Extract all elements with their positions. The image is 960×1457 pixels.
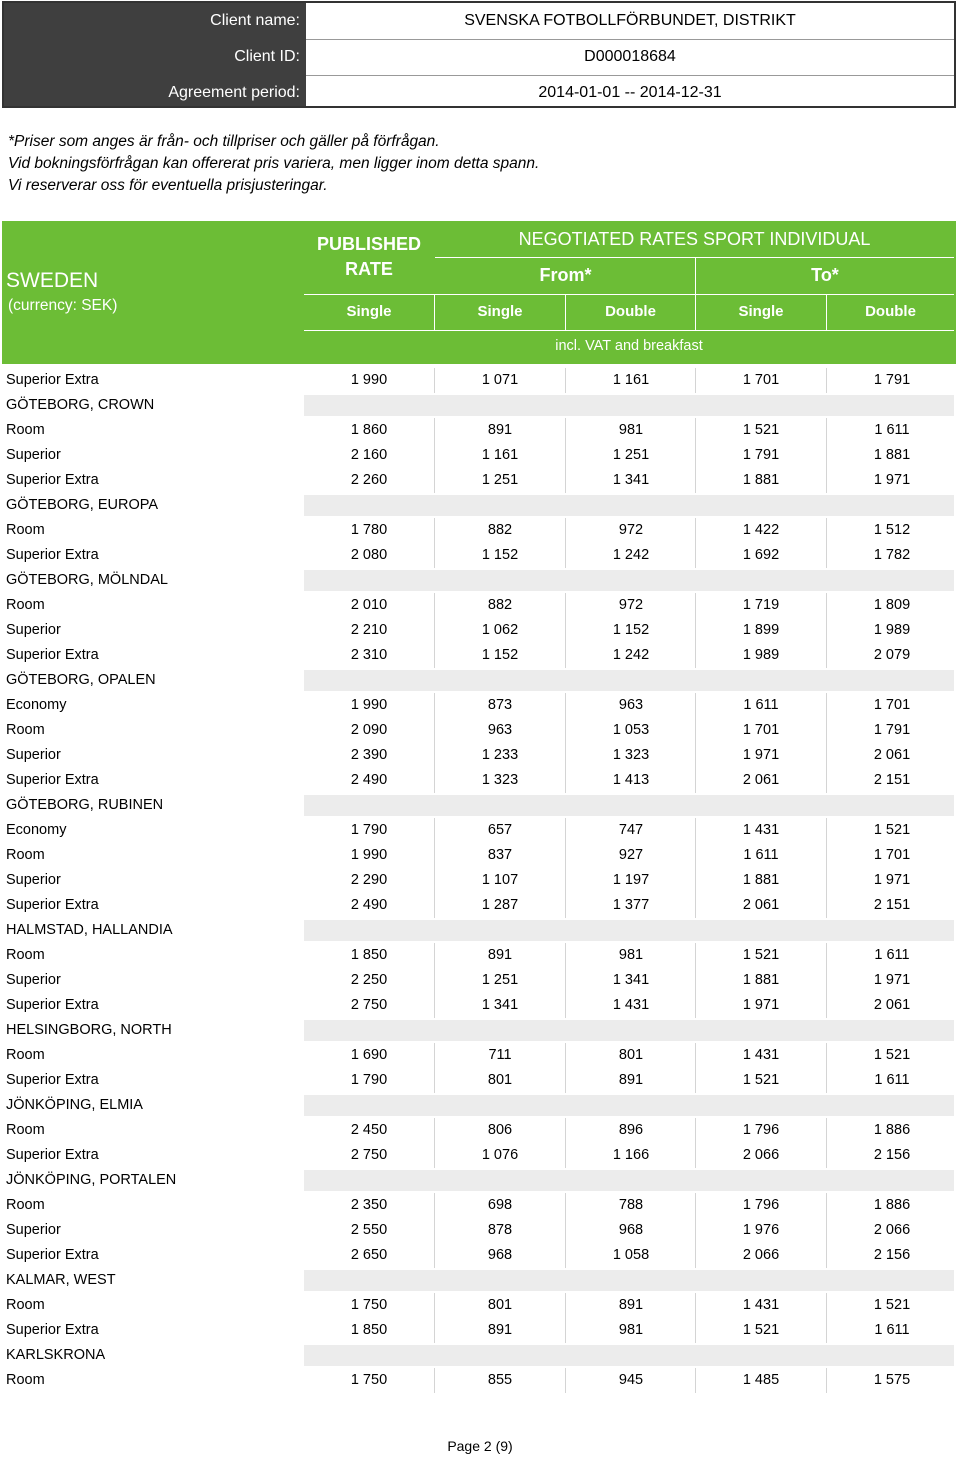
table-row xyxy=(2,943,956,968)
hotel-name: HELSINGBORG, NORTH xyxy=(6,1022,172,1038)
rate-cell: 882 xyxy=(487,522,513,538)
rate-cell: 1 791 xyxy=(873,372,911,388)
rate-cell: 1 809 xyxy=(873,597,911,613)
rate-cell: 1 750 xyxy=(350,1372,388,1388)
room-type: Superior Extra xyxy=(6,1147,99,1163)
rate-cell: 1 850 xyxy=(350,1322,388,1338)
rate-cell: 1 791 xyxy=(742,447,780,463)
table-row xyxy=(2,843,956,868)
room-type: Room xyxy=(6,422,45,438)
rate-cell: 1 971 xyxy=(873,472,911,488)
table-row xyxy=(2,1193,956,1218)
room-type: Room xyxy=(6,597,45,613)
hotel-band xyxy=(304,1020,954,1041)
hotel-row xyxy=(2,668,956,693)
rate-cell: 2 260 xyxy=(350,472,388,488)
table-row xyxy=(2,643,956,668)
rate-cell: 1 881 xyxy=(742,472,780,488)
rate-cell: 2 490 xyxy=(350,897,388,913)
rate-cell: 1 431 xyxy=(742,1297,780,1313)
rate-cell: 1 431 xyxy=(742,1047,780,1063)
rate-cell: 2 066 xyxy=(873,1222,911,1238)
table-row xyxy=(2,1068,956,1093)
hotel-row xyxy=(2,393,956,418)
rate-cell: 2 079 xyxy=(873,647,911,663)
rate-cell: 1 881 xyxy=(742,872,780,888)
rate-cell: 1 611 xyxy=(874,1322,910,1338)
hotel-row xyxy=(2,1343,956,1368)
room-type: Room xyxy=(6,1197,45,1213)
hotel-band xyxy=(304,670,954,691)
rate-cell: 1 971 xyxy=(873,972,911,988)
hotel-name: HALMSTAD, HALLANDIA xyxy=(6,922,173,938)
client-id-row xyxy=(4,39,954,75)
rate-cell: 1 971 xyxy=(873,872,911,888)
period-value: 2014-01-01 -- 2014-12-31 xyxy=(538,84,722,101)
hotel-row xyxy=(2,1168,956,1193)
period-row xyxy=(4,75,954,111)
rate-cell: 2 066 xyxy=(742,1247,780,1263)
rate-cell: 2 290 xyxy=(350,872,388,888)
col-from-double: Double xyxy=(605,303,656,320)
rate-cell: 891 xyxy=(618,1297,644,1313)
note-line: Vi reserverar oss för eventuella prisjusteringar. xyxy=(8,177,328,194)
rate-cell: 1 611 xyxy=(743,847,779,863)
rate-cell: 882 xyxy=(487,597,513,613)
rate-cell: 972 xyxy=(618,597,644,613)
rate-cell: 1 242 xyxy=(612,647,650,663)
table-row xyxy=(2,1218,956,1243)
rate-cell: 2 650 xyxy=(350,1247,388,1263)
table-row xyxy=(2,1368,956,1393)
rate-cell: 1 701 xyxy=(742,372,780,388)
hotel-band xyxy=(304,495,954,516)
rates-table xyxy=(2,368,956,1393)
room-type: Superior xyxy=(6,447,61,463)
rate-cell: 2 550 xyxy=(350,1222,388,1238)
rate-cell: 1 341 xyxy=(481,997,519,1013)
rate-cell: 1 521 xyxy=(873,822,911,838)
room-type: Superior Extra xyxy=(6,997,99,1013)
rate-cell: 968 xyxy=(618,1222,644,1238)
rate-cell: 1 701 xyxy=(742,722,780,738)
rate-cell: 1 512 xyxy=(873,522,911,538)
table-row xyxy=(2,418,956,443)
hotel-row xyxy=(2,568,956,593)
room-type: Room xyxy=(6,1122,45,1138)
hotel-band xyxy=(304,920,954,941)
rate-cell: 1 881 xyxy=(873,447,911,463)
room-type: Room xyxy=(6,522,45,538)
rate-cell: 2 151 xyxy=(873,772,911,788)
rate-cell: 1 611 xyxy=(874,947,910,963)
table-row xyxy=(2,543,956,568)
hotel-band xyxy=(304,395,954,416)
room-type: Superior Extra xyxy=(6,472,99,488)
hotel-band xyxy=(304,570,954,591)
rate-cell: 1 062 xyxy=(481,622,519,638)
table-row xyxy=(2,893,956,918)
currency-label: (currency: SEK) xyxy=(8,297,118,314)
hotel-name: JÖNKÖPING, ELMIA xyxy=(6,1097,143,1113)
rate-cell: 2 061 xyxy=(873,997,911,1013)
rate-cell: 1 990 xyxy=(350,847,388,863)
rate-cell: 1 860 xyxy=(350,422,388,438)
rate-cell: 1 790 xyxy=(350,1072,388,1088)
rate-cell: 1 287 xyxy=(481,897,519,913)
rate-cell: 1 071 xyxy=(481,372,519,388)
rate-cell: 801 xyxy=(618,1047,644,1063)
rate-cell: 1 850 xyxy=(350,947,388,963)
rate-cell: 1 377 xyxy=(612,897,650,913)
rate-cell: 1 341 xyxy=(612,972,650,988)
rate-cell: 1 971 xyxy=(742,997,780,1013)
rate-cell: 1 521 xyxy=(742,1072,780,1088)
rate-cell: 2 080 xyxy=(350,547,388,563)
hotel-row xyxy=(2,1018,956,1043)
hotel-row xyxy=(2,1093,956,1118)
hotel-band xyxy=(304,1345,954,1366)
rate-cell: 1 166 xyxy=(612,1147,650,1163)
rate-cell: 657 xyxy=(487,822,513,838)
country-label: SWEDEN xyxy=(6,269,99,292)
rate-cell: 1 611 xyxy=(874,1072,910,1088)
col-published-single: Single xyxy=(346,303,392,320)
room-type: Superior xyxy=(6,1222,61,1238)
rate-cell: 1 886 xyxy=(873,1197,911,1213)
rate-cell: 2 156 xyxy=(873,1147,911,1163)
rate-cell: 1 161 xyxy=(612,372,650,388)
rate-cell: 891 xyxy=(487,1322,513,1338)
rate-cell: 1 780 xyxy=(350,522,388,538)
rate-cell: 896 xyxy=(618,1122,644,1138)
rate-cell: 1 053 xyxy=(612,722,650,738)
rate-cell: 1 782 xyxy=(873,547,911,563)
room-type: Room xyxy=(6,947,45,963)
rate-cell: 2 390 xyxy=(350,747,388,763)
rate-cell: 1 152 xyxy=(612,622,650,638)
hotel-band xyxy=(304,1095,954,1116)
room-type: Superior Extra xyxy=(6,547,99,563)
rate-cell: 1 485 xyxy=(742,1372,780,1388)
room-type: Superior Extra xyxy=(6,772,99,788)
divider xyxy=(304,294,954,295)
rate-cell: 1 976 xyxy=(742,1222,780,1238)
rate-cell: 1 990 xyxy=(350,697,388,713)
room-type: Room xyxy=(6,722,45,738)
rate-cell: 1 251 xyxy=(612,447,650,463)
rate-cell: 1 971 xyxy=(742,747,780,763)
table-row xyxy=(2,868,956,893)
table-row xyxy=(2,1118,956,1143)
rate-cell: 963 xyxy=(487,722,513,738)
rate-cell: 1 750 xyxy=(350,1297,388,1313)
rate-cell: 1 701 xyxy=(873,697,911,713)
rate-cell: 891 xyxy=(487,422,513,438)
rate-cell: 1 413 xyxy=(612,772,650,788)
hotel-name: JÖNKÖPING, PORTALEN xyxy=(6,1172,177,1188)
rate-cell: 855 xyxy=(487,1372,513,1388)
rate-cell: 801 xyxy=(487,1072,513,1088)
hotel-band xyxy=(304,1270,954,1291)
rate-cell: 891 xyxy=(618,1072,644,1088)
col-from-single: Single xyxy=(477,303,523,320)
table-row xyxy=(2,593,956,618)
rate-cell: 1 796 xyxy=(742,1122,780,1138)
hotel-name: GÖTEBORG, EUROPA xyxy=(6,497,159,513)
room-type: Room xyxy=(6,1372,45,1388)
col-to-double: Double xyxy=(865,303,916,320)
table-row xyxy=(2,693,956,718)
room-type: Room xyxy=(6,1297,45,1313)
rate-cell: 2 090 xyxy=(350,722,388,738)
table-row xyxy=(2,818,956,843)
hotel-name: GÖTEBORG, OPALEN xyxy=(6,672,156,688)
client-name-label: Client name: xyxy=(210,12,300,29)
rate-cell: 981 xyxy=(618,947,644,963)
rate-cell: 1 521 xyxy=(742,422,780,438)
rate-cell: 1 719 xyxy=(742,597,780,613)
table-row xyxy=(2,768,956,793)
rate-cell: 1 521 xyxy=(873,1297,911,1313)
rate-cell: 1 692 xyxy=(742,547,780,563)
table-row xyxy=(2,1318,956,1343)
room-type: Superior xyxy=(6,872,61,888)
hotel-name: GÖTEBORG, RUBINEN xyxy=(6,797,164,813)
rate-cell: 927 xyxy=(618,847,644,863)
rate-cell: 1 886 xyxy=(873,1122,911,1138)
rate-cell: 1 152 xyxy=(481,547,519,563)
divider xyxy=(304,330,954,331)
room-type: Superior xyxy=(6,622,61,638)
room-type: Superior Extra xyxy=(6,372,99,388)
table-row xyxy=(2,968,956,993)
rate-cell: 801 xyxy=(487,1297,513,1313)
rate-cell: 1 521 xyxy=(742,947,780,963)
price-notes xyxy=(8,131,539,197)
rate-cell: 981 xyxy=(618,1322,644,1338)
rate-cell: 2 750 xyxy=(350,997,388,1013)
table-row xyxy=(2,368,956,393)
room-type: Economy xyxy=(6,822,67,838)
rate-cell: 1 791 xyxy=(873,722,911,738)
rate-cell: 1 058 xyxy=(612,1247,650,1263)
rate-cell: 1 233 xyxy=(481,747,519,763)
rate-cell: 2 061 xyxy=(742,897,780,913)
table-row xyxy=(2,718,956,743)
rate-cell: 2 310 xyxy=(350,647,388,663)
col-to-single: Single xyxy=(738,303,784,320)
hotel-row xyxy=(2,918,956,943)
rate-cell: 878 xyxy=(487,1222,513,1238)
rate-cell: 1 422 xyxy=(742,522,780,538)
room-type: Superior xyxy=(6,972,61,988)
hotel-name: KALMAR, WEST xyxy=(6,1272,116,1288)
rate-cell: 945 xyxy=(618,1372,644,1388)
period-label: Agreement period: xyxy=(168,84,300,101)
agreement-info xyxy=(2,1,956,108)
rate-cell: 1 701 xyxy=(873,847,911,863)
hotel-row xyxy=(2,1268,956,1293)
room-type: Superior Extra xyxy=(6,1322,99,1338)
rate-cell: 1 251 xyxy=(481,972,519,988)
rate-cell: 2 156 xyxy=(873,1247,911,1263)
negotiated-rates-title: NEGOTIATED RATES SPORT INDIVIDUAL xyxy=(518,229,871,249)
rate-cell: 806 xyxy=(487,1122,513,1138)
room-type: Superior Extra xyxy=(6,647,99,663)
rate-cell: 2 160 xyxy=(350,447,388,463)
rate-cell: 1 796 xyxy=(742,1197,780,1213)
page-number: Page 2 (9) xyxy=(447,1438,513,1454)
hotel-band xyxy=(304,1170,954,1191)
rate-cell: 747 xyxy=(618,822,644,838)
rate-cell: 1 989 xyxy=(742,647,780,663)
client-id-label: Client ID: xyxy=(234,48,300,65)
client-name-row xyxy=(4,3,954,39)
client-name-value: SVENSKA FOTBOLLFÖRBUNDET, DISTRIKT xyxy=(464,12,796,29)
room-type: Superior Extra xyxy=(6,897,99,913)
rate-cell: 711 xyxy=(488,1047,512,1063)
rate-cell: 1 431 xyxy=(612,997,650,1013)
rate-cell: 1 107 xyxy=(481,872,519,888)
rate-cell: 1 076 xyxy=(481,1147,519,1163)
rate-cell: 981 xyxy=(618,422,644,438)
table-row xyxy=(2,443,956,468)
rate-cell: 1 611 xyxy=(874,422,910,438)
rate-cell: 1 575 xyxy=(873,1372,911,1388)
rate-cell: 2 250 xyxy=(350,972,388,988)
rate-cell: 2 490 xyxy=(350,772,388,788)
rate-cell: 1 431 xyxy=(742,822,780,838)
room-type: Superior Extra xyxy=(6,1247,99,1263)
hotel-name: GÖTEBORG, CROWN xyxy=(6,397,155,413)
table-row xyxy=(2,993,956,1018)
rate-cell: 891 xyxy=(487,947,513,963)
rate-cell: 1 611 xyxy=(743,697,779,713)
rate-cell: 873 xyxy=(487,697,513,713)
rate-cell: 1 690 xyxy=(350,1047,388,1063)
rate-cell: 2 061 xyxy=(742,772,780,788)
hotel-name: GÖTEBORG, MÖLNDAL xyxy=(6,572,168,588)
rate-cell: 1 323 xyxy=(481,772,519,788)
table-row xyxy=(2,1043,956,1068)
rate-cell: 1 899 xyxy=(742,622,780,638)
rate-cell: 1 989 xyxy=(873,622,911,638)
rates-header xyxy=(2,221,956,364)
rate-cell: 1 790 xyxy=(350,822,388,838)
hotel-row xyxy=(2,793,956,818)
rate-cell: 2 151 xyxy=(873,897,911,913)
hotel-name: KARLSKRONA xyxy=(6,1347,106,1363)
table-row xyxy=(2,468,956,493)
rate-cell: 837 xyxy=(487,847,513,863)
room-type: Room xyxy=(6,847,45,863)
rate-cell: 968 xyxy=(487,1247,513,1263)
room-type: Economy xyxy=(6,697,67,713)
from-label: From* xyxy=(539,265,592,285)
note-line: *Priser som anges är från- och tillpriser och gäller på förfrågan. xyxy=(8,133,440,150)
rate-cell: 1 341 xyxy=(612,472,650,488)
rate-cell: 1 881 xyxy=(742,972,780,988)
rate-cell: 1 251 xyxy=(481,472,519,488)
rate-cell: 2 010 xyxy=(350,597,388,613)
rate-cell: 1 197 xyxy=(612,872,650,888)
table-row xyxy=(2,1243,956,1268)
rate-cell: 2 061 xyxy=(873,747,911,763)
rate-cell: 1 161 xyxy=(481,447,519,463)
rate-cell: 2 210 xyxy=(350,622,388,638)
rate-cell: 2 066 xyxy=(742,1147,780,1163)
room-type: Room xyxy=(6,1047,45,1063)
rate-cell: 2 450 xyxy=(350,1122,388,1138)
rate-cell: 2 350 xyxy=(350,1197,388,1213)
rate-cell: 1 990 xyxy=(350,372,388,388)
client-id-value: D000018684 xyxy=(584,48,676,65)
table-row xyxy=(2,1143,956,1168)
table-row xyxy=(2,518,956,543)
rate-cell: 1 323 xyxy=(612,747,650,763)
rate-cell: 1 521 xyxy=(873,1047,911,1063)
vat-note: incl. VAT and breakfast xyxy=(555,338,703,354)
hotel-band xyxy=(304,795,954,816)
rate-cell: 963 xyxy=(618,697,644,713)
room-type: Superior xyxy=(6,747,61,763)
rate-cell: 1 521 xyxy=(742,1322,780,1338)
rate-cell: 2 750 xyxy=(350,1147,388,1163)
rate-cell: 1 152 xyxy=(481,647,519,663)
rate-cell: 788 xyxy=(618,1197,644,1213)
table-row xyxy=(2,1293,956,1318)
rate-cell: 1 242 xyxy=(612,547,650,563)
table-row xyxy=(2,743,956,768)
to-label: To* xyxy=(811,265,839,285)
rate-cell: 698 xyxy=(487,1197,513,1213)
rate-cell: 972 xyxy=(618,522,644,538)
published-rate-label-line2: RATE xyxy=(345,259,393,279)
table-row xyxy=(2,618,956,643)
published-rate-label: PUBLISHED xyxy=(316,234,421,254)
note-line: Vid bokningsförfrågan kan offererat pris variera, men ligger inom detta spann. xyxy=(8,155,540,172)
room-type: Superior Extra xyxy=(6,1072,99,1088)
hotel-row xyxy=(2,493,956,518)
